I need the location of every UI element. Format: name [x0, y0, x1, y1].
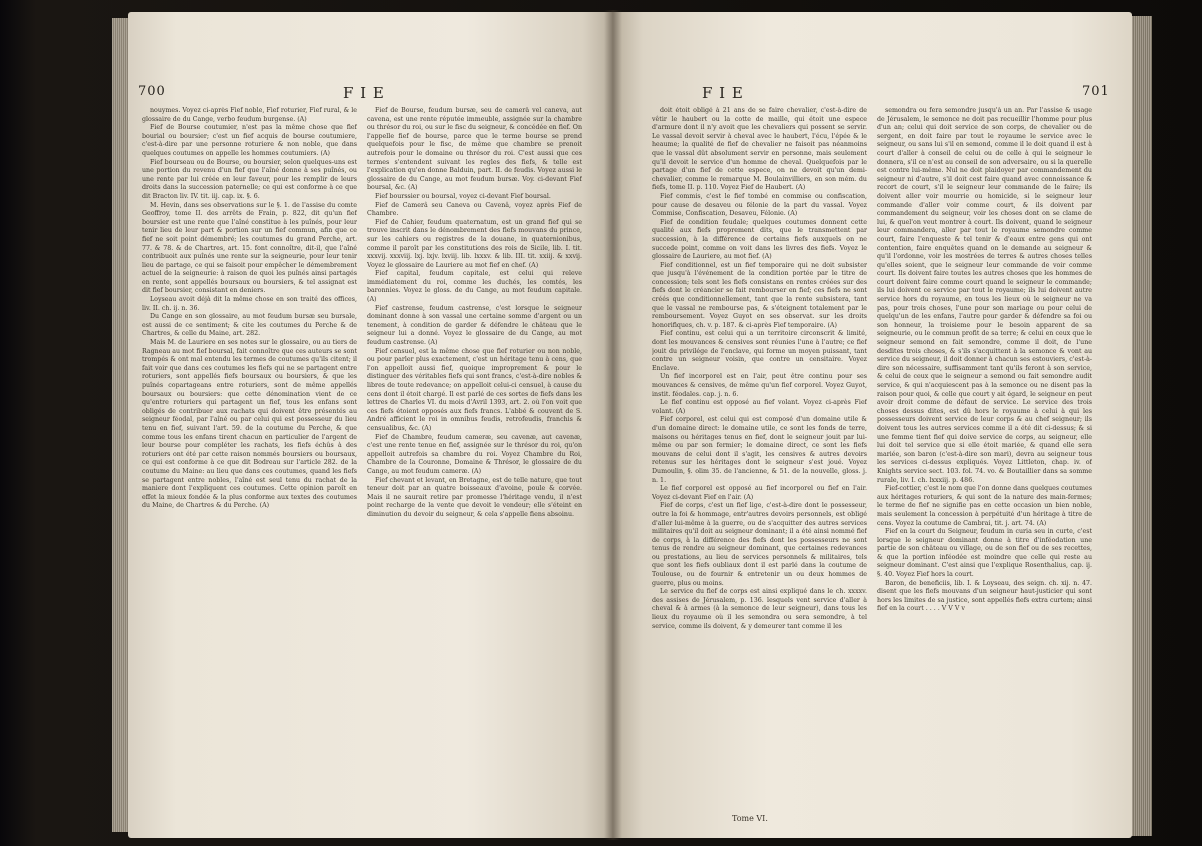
paragraph: nouymes. Voyez ci-après Fief noble, Fief roturier, Fief rural, & le glossaire de du Cange, verbo feudum burgense. (A): [142, 107, 357, 123]
paragraph: M. Hevin, dans ses observations sur le §. 1. de l'assise du comte Geoffroy, tome II. des arrêts de Frain, p. 822, dit qu'un fief boursier est une rente que l'aîné constitue à les puînés, pour leur tenir lieu de leur part & portion sur un fief commun, afin que ce fief ne soit point démembré; les coutumes du grand Perche, art. 77. & 78. & de Chartres, art. 15. font connoître, dit-il, que l'aîné contribuoit aux puînés une rente sur la seigneurie, pour leur tenir lieu de partage, ce qui se faisoit pour empêcher le démembrement actuel de la seigneurie: à raison de quoi les puînés ainsi partagés en rente, sont appellés boursaux ou boursiers, & tel assignat est dit fief boursier, consistant en deniers.: [142, 201, 357, 295]
paragraph: Fief de Bourse, feudum bursæ, seu de camerâ vel caneva, aut cavena, est une rente réputée immeuble, assignée sur la chambre ou thrésor du roi, ou sur le fisc du seigneur, & concédée en fief. On l'appelle fief de bourse, parce que le terme bourse se prend quelquefois pour le fisc, de même que chambre se prenoit autrefois pour le domaine ou thrésor du roi. C'est aussi que ces termes s'entendent suivant les regles des fiefs, & telle est l'explication qu'en donne Balduin, part. II. de feudis. Voyez aussi le glossaire de du Cange, au mot feudum bursæ. Voy. ci-devant Fief boursal, &c. (A): [367, 107, 582, 192]
paragraph: Fief de Bourse coutumier, n'est pas la même chose que fief bourial ou boursier; c'est un fief acquis de bourse coutumiere, c'est-à-dire par une personne roturiere & non noble, que dans quelques coutumes on appelle les hommes coutumiers. (A): [142, 124, 357, 157]
running-head: F I E: [343, 84, 385, 102]
paragraph: Fief bourseau ou de Bourse, ou boursier, selon quelques-uns est une portion du revenu d'un fief que l'aîné donne à ses puînés, ou une rente par lui créée en leur faveur, pour les remplir de leurs droits dans la succession paternelle; ce qui est conforme à ce que dit Bracton liv. IV. tit. iij. cap. ix. §. 6.: [142, 158, 357, 200]
page-edges-right: [1130, 16, 1152, 836]
paragraph: Fief en la court du Seigneur, feudum in curia seu in curte, c'est lorsque le seigneur dominant donne à titre d'inféodation une partie de son château ou village, ou de son fief ou de ses recettes, & que la portion inféodée est moindre que celle qui reste au seigneur dominant. C'est ainsi que l'explique Rosenthalius, cap. ij. §. 40. Voyez Fief hors la court.: [877, 528, 1092, 579]
paragraph: Fief continu, est celui qui a un territoire circonscrit & limité, dont les mouvances & censives sont réunies l'une à l'autre; ce fief jouit du privilége de l'enclave, qui forme un moyen puissant, tant contre un seigneur voisin, que contre un censitaire. Voyez Enclave.: [652, 330, 867, 372]
signature-mark: Tome VI.: [732, 814, 768, 823]
book-gutter: [604, 10, 622, 840]
paragraph: Fief de Cahier, feudum quaternatum, est un grand fief qui se trouve inscrit dans le dénombrement des fiefs mouvans du prince, sur les cahiers ou registres de la douane, in quaternionibus, comme il paroît par les constitutions des rois de Sicile, lib. I. tit. xxxvij. xxxviij. lxj. lxjv. lxviij. lib. lxxxv. & lib. III. tit. xxiij. & xxvij. Voyez le glossaire de Lauriere au mot fief en chef. (A): [367, 218, 582, 269]
column-1: [652, 107, 867, 807]
paragraph: Baron, de beneficiis, lib. I. & Loyseau, des seign. ch. xij. n. 47. disent que les fiefs mouvans d'un seigneur haut-justicier qui sont hors les limites de sa justice, sont appellés fiefs extra curtem; ainsi fief en la court . . . . V V V v: [877, 579, 1092, 613]
paragraph: Fief conditionnel, est un fief temporaire qui ne doit subsister que jusqu'à l'événement de la condition portée par le titre de concession; tels sont les fiefs consistans en rentes créées sur des fiefs dont le créancier se fait rembourser en fief; ces fiefs ne sont créés que conditionnellement, tant que la rente subsistera, tant que le vassal ne rembourse pas, & s'éteignent totalement par le remboursement. Voyez Guyot en ses observat. sur les droits honorifiques, ch. v. p. 187. & ci-après Fief temporaire. (A): [652, 261, 867, 329]
paragraph: Fief commis, c'est le fief tombé en commise ou confiscation, pour cause de desaveu ou félonie de la part du vassal. Voyez Commise, Confiscation, Desaveu, Félonie. (A): [652, 192, 867, 218]
left-page: [128, 12, 612, 838]
paragraph: Le service du fief de corps est ainsi expliqué dans le ch. xxxxv. des assises de Jérusalem, p. 136. lesquels vent service d'aller à cheval & à armes (à la semonce de leur seigneur), dans tous les lieux du royaume où il les semondra ou sera semondre, à tel service, comme ils doivent, & y demeurer tant comme il les: [652, 588, 867, 630]
paragraph: Du Cange en son glossaire, au mot feudum bursæ seu bursale, est aussi de ce sentiment; & cite les coutumes du Perche & de Chartres, & celle du Maine, art. 282.: [142, 313, 357, 338]
paragraph: Fief chevant et levant, en Bretagne, est de telle nature, que tout teneur doit par an quatre boisseaux d'avoine, poule & corvée. Mais il ne saurait retire par promesse l'héritage vendu, il n'est point recharge de la vente que devoit le vendeur; elle s'éteint en diminution du devoir du seigneur, & cela s'appelle fiens absoinu.: [367, 476, 582, 518]
paragraph: Fief corporel, est celui qui est composé d'un domaine utile & d'un domaine direct: le domaine utile, ce sont les fonds de terre, maisons ou héritages tenus en fief, dont le seigneur jouit par lui-même ou par son fermier; le domaine direct, ce sont les fiefs mouvans de celui dont il s'agit, les censives & autres devoirs retenus sur les héritages dont le seigneur s'est joué. Voyez Dumoulin, §. olim 35. de l'ancienne, & 51. de la nouvelle, gloss. j. n. 1.: [652, 416, 867, 484]
paragraph: Fief de condition feudale; quelques coutumes donnent cette qualité aux fiefs proprement dits, que le transmettent par succession, à la différence de certains fiefs auxquels on ne succede point, comme on voit dans les livres des fiefs. Voyez le glossaire de Lauriere, au mot fief. (A): [652, 218, 867, 261]
column-2: [367, 107, 582, 807]
running-head: F I E: [702, 84, 744, 102]
paragraph: Fief de Camerâ seu Caneva ou Cavenâ, voyez après Fief de Chambre.: [367, 201, 582, 218]
paragraph: Un fief incorporel est en l'air, peut être continu pour ses mouvances & censives, de même qu'un fief corporel. Voyez Guyot, instit. féodales. cap. j. n. 6.: [652, 373, 867, 398]
page-number: 700: [138, 84, 166, 99]
paragraph: Fief-cottier, c'est le nom que l'on donne dans quelques coutumes aux héritages roturiers, & qui sont de la nature des main-fermes; le terme de fief ne signifie pas en cette occasion un bien noble, mais seulement la concession à perpétuité d'un héritage à titre de cens. Voyez la coutume de Cambrai, tit. j. art. 74. (A): [877, 485, 1092, 527]
right-page: [612, 12, 1132, 838]
paragraph: Fief bourssier ou boursal, voyez ci-devant Fief boursal.: [375, 192, 551, 200]
paragraph: Fief capital, feudum capitale, est celui qui releve immédiatement du roi, comme les duchés, les comtés, les baronnies. Voyez le gloss. de du Cange, au mot feudum capitale. (A): [367, 270, 582, 304]
column-2: [877, 107, 1092, 807]
paragraph: Le fief corporel est opposé au fief incorporel ou fief en l'air. Voyez ci-devant Fief en l'air. (A): [652, 485, 867, 501]
paragraph: Loyseau avoit déjà dit la même chose en son traité des offices, liv. II. ch. ij. n. 36.: [142, 296, 357, 312]
paragraph: semondra ou fera semondre jusqu'à un an. Par l'assise & usage de Jérusalem, le semonce ne doit pas recueillir l'homme pour plus d'un an; celui qui doit service de son corps, de chevalier ou de sergent, en doit faire par tout le royaume le service avec le seigneur, ou sans lui s'il en semond, comme il le doit quand il est à court d'aller à conseil de celui ou de celle à qui le seigneur le donnera, s'il ce n'est au conseil de son adversaire, ou si la querelle est contre lui-même. Nul ne doit plaidoyer par commandement du seigneur ni d'autre, s'il doit cest faire quand avec connoissance & recort de court, s'il le seigneur leur commande de le faire; ils doivent aller voir mourrie ou homicide, si le seigneur leur commande d'aller voir comme court, & ils doivent par commandement du seigneur, voir les choses dont on se clame de lui, & quel'on veut montrer à court. Ils doivent, quand le seigneur leur commandera, aller par tout le royaume semondre comme court, faire l'enqueste & tel tenir & d'eaux entre gens qui ont contention, faire enquêtes quand on le demande au seigneur & qu'il l'ordonne, voir les mostrées de terres & autres choses telles qu'elles soient, que le seigneur leur commande de voir comme court. Ils doivent faire toutes les autres choses que les hommes de court doivent faire comme court quand le seigneur le commande; ils lui doivent ce service par tout le royaume; ils lui doivent autre service hors du royaume, en tous les lieux où le seigneur ne va pas, pour trois choses, l'une pour son mariage ou pour celui de quelqu'un de les enfans, l'autre pour garder & défendre sa foi ou son honneur, la troisieme pour le besoin apparent de sa seigneurie, ou le commun profit de sa terre; & celui en ceux que le seigneur semond en fait semondre, comme il doit, de l'une desdites trois choses, & s'ils s'acquittent à la semonce & vont au service du seigneur, il doit donner à chacun ses estouviers, c'est-à-dire son nécessaire, suffisamment tant qu'ils feront à son service, & celui de ceux que le seigneur a semond ou fait semondre audit service, & qui n'acquiescent pas à la semonce ou ne disent pas la raison pour quoi, & celle que court y ait égard, le seigneur en peut avoir droit comme de défaut de service. Le service des trois choses dessus dites, est dû hors le royaume à celui à qui les possesseurs doivent service de leur corps & au chef seigneur; ils doivent tous les autres services comme il a été dit ci-dessus; & si une femme tient fief qui doive service de corps, au seigneur, elle lui doit tel service que si elle étoit mariée, & quand elle sera mariée, son baron (c'est-à-dire son mari), devra au seigneur tous les services ci-dessus expliqués. Voyez Littleton, chap. iv. of Knights service sect. 103. fol. 74. vo. & Boutaillier dans sa somme rurale, liv. I. ch. lxxxiij. p. 486.: [877, 107, 1092, 484]
paragraph: Mais M. de Lauriere en ses notes sur le glossaire, ou au tiers de Ragneau au mot fief boursal, fait connoître que ces auteurs se sont trompés & ont mal entendu les termes de coutumes qu'ils citent; il fait voir que dans ces coutumes les fiefs qui ne se partagent entre roturiers, sont appellés fiefs boursaux ou boursiers, & que les puînés copartageans entre roturiers, sont de même appellés boursaux ou boursiers: que cette dénomination vient de ce qu'entre roturiers qui partagent un fief, tous les enfans sont obligés de contribuer aux rachats qui doivent être présentés au seigneur féodal, par l'aîné ou par celui qui est possesseur du lieu tenu en fief, suivant l'art. 59. de la coutume du Perche, & que comme tous les enfans tirent chacun en particulier de l'argent de leur bourse pour compléter les rachats, les fiefs échûs à des roturiers ont été par cette raison nommés boursiers ou boursaux, ce qui est conforme à ce que dit Bodreau sur l'article 282. de la coutume du Maine: au lieu que dans ces coutumes, quand les fiefs se partagent entre nobles, l'aîné est seul tenu du rachat de la maniere dont l'expliquent ces coutumes. Cette opinion paroît en effet la mieux fondée & la plus conforme aux textes des coutumes du Maine, de Chartres & du Perche. (A): [142, 339, 357, 510]
paragraph: Fief castrense, feudum castrense, c'est lorsque le seigneur dominant donne à son vassal une certaine somme d'argent ou un tenement, à condition de garder & défendre le château que le seigneur lui a donné. Voyez le glossaire de du Cange, au mot feudum castrense. (A): [367, 304, 582, 347]
paragraph: doit étoit obligé à 21 ans de se faire chevalier, c'est-à-dire de vêtir le haubert ou la cotte de maille, qui étoit une espece d'armure dont il n'y avoit que les chevaliers qui possent se servir. Le vassal devoit servir à cheval avec le haubert, l'écu, l'épée & le heaume; la qualité de fief de chevalier ne faisoit pas néanmoins que le vassal dût absolument servir en personne, mais seulement qu'il devoit le service d'un homme de cheval. Quelquefois par le partage d'un fief de cette espece, on ne devoit qu'un demi-chevalier, comme le remarque M. Boulainvilliers, en son mém. du fiefs, tome II. p. 110. Voyez Fief de Haubert. (A): [652, 107, 867, 192]
paragraph: Fief censuel, est la même chose que fief roturier ou non noble, ou pour parler plus exactement, c'est un héritage tenu à cens, que l'on appelloit aussi fief, quoique improprement & pour le distinguer des véritables fiefs qui sont francs, c'est-à-dire nobles & libres de toute redevance; on appelloit celui-ci censuel, à cause du cens dont il étoit chargé. Il est parlé de ces sortes de fiefs dans les lettres de Charles VI. du mois d'Avril 1393, art. 2. où l'on voit que ces fiefs étoient opposés aux fiefs francs. L'abbé & couvent de S. André afficient le roi in omnibus feudis, retrofeudis, franchis & censualibus, &c. (A): [367, 347, 582, 432]
paragraph: Fief de corps, c'est un fief lige, c'est-à-dire dont le possesseur, outre la foi & hommage, entr'autres devoirs personnels, est obligé d'aller lui-même à la guerre, ou de s'acquitter des autres services militaires qu'il doit au seigneur dominant; il a été ainsi nommé fief de corps, à la différence des fiefs dont les possesseurs ne sont tenus de rendre au seigneur dominant, que certaines redevances ou prestations, au lieu de services personnels & militaires, tels que sont les fiefs oubliaux dont il est parlé dans la coutume de Toulouse, ou de fournir & entretenir un ou deux hommes de guerre, plus ou moins.: [652, 502, 867, 587]
column-1: [142, 107, 357, 807]
paragraph: Fief de Chambre, feudum cameræ, seu cavenæ, aut cavenæ, c'est une rente tenue en fief, assignée sur le thrésor du roi, qu'on appelloit autrefois sa chambre du roi. Voyez Chambre du Roi, Chambre de la Couronne, Domaine & Thrésor, le glossaire de du Cange, au mot feudum cameræ. (A): [367, 433, 582, 475]
page-number: 701: [1082, 84, 1110, 99]
paragraph: Le fief continu est opposé au fief volant. Voyez ci-après Fief volant. (A): [652, 399, 867, 415]
